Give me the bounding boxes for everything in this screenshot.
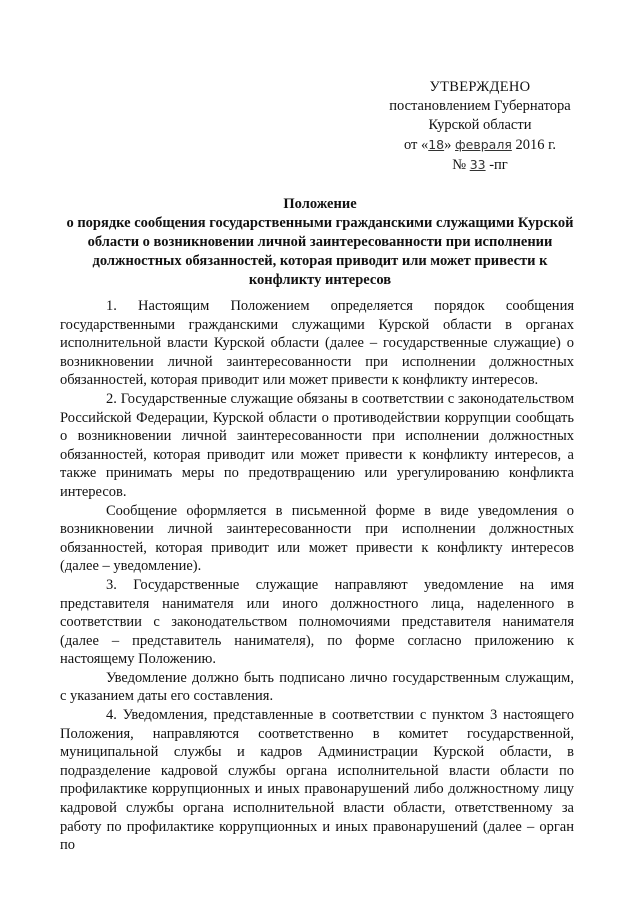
date-year: 2016 г.	[511, 137, 557, 153]
approval-number	[380, 155, 580, 175]
title-subject: о порядке сообщения государственными гражданскими служащими Курской области о возникновении личной заинтересованности при исполнении должностных обязанностей, которая приводит или может привести к конфликту интересов	[66, 215, 574, 288]
number-value-handwritten: 33	[469, 157, 486, 172]
date-day-handwritten: 18	[428, 137, 445, 152]
paragraph-3-signature: Уведомление должно быть подписано лично государственным служащим, с указанием даты его составления.	[60, 669, 574, 705]
date-month-handwritten: февраля	[455, 137, 512, 152]
paragraph-1: 1. Настоящим Положением определяется порядок сообщения государственными гражданскими служащими Курской области в органах исполнительной власти Курской области (далее – государственные служащие) о возникновении личной заинтересованности при исполнении должностных обязанностей, которая приводит или может привести к конфликту интересов.	[60, 298, 574, 389]
approval-line-decree: постановлением Губернатора	[389, 98, 571, 114]
approval-heading: УТВЕРЖДЕНО	[429, 79, 531, 95]
document-body	[60, 297, 574, 855]
number-prefix: №	[452, 157, 470, 173]
approval-line-region: Курской области	[428, 117, 532, 133]
date-mid: »	[444, 137, 455, 153]
paragraph-4: 4. Уведомления, представленные в соответствии с пунктом 3 настоящего Положения, направляются соответственно в комитет государственной, муниципальной службы и кадров Администрации Курской области, в подразделение кадровой службы органа исполнительной власти области по профилактике коррупционных и иных правонарушений либо должностному лицу кадровой службы органа исполнительной власти области, ответственному за работу по профилактике коррупционных и иных правонарушений (далее – орган по	[60, 707, 574, 854]
paragraph-2-notification: Сообщение оформляется в письменной форме в виде уведомления о возникновении личной заинтересованности при исполнении должностных обязанностей, которая приводит или может привести к конфликту интересов (далее – уведомление).	[60, 502, 574, 575]
paragraph-2: 2. Государственные служащие обязаны в соответствии с законодательством Российской Федерации, Курской области о противодействии коррупции сообщать о возникновении личной заинтересованности при исполнении должностных обязанностей, которая приводит или может привести к конфликту интересов, а также принимать меры по предотвращению или урегулированию конфликта интересов.	[60, 390, 574, 500]
paragraph-3: 3. Государственные служащие направляют уведомление на имя представителя нанимателя или иного должностного лица, наделенного в соответствии с законодательством полномочиями представителя нанимателя (далее – представитель нанимателя), по форме согласно приложению к настоящему Положению.	[60, 576, 574, 668]
date-prefix: от «	[403, 137, 429, 153]
approval-date	[380, 135, 580, 155]
title-heading: Положение	[283, 196, 357, 212]
document-title	[60, 195, 580, 290]
approval-block	[380, 78, 580, 175]
number-suffix: -пг	[485, 157, 508, 173]
